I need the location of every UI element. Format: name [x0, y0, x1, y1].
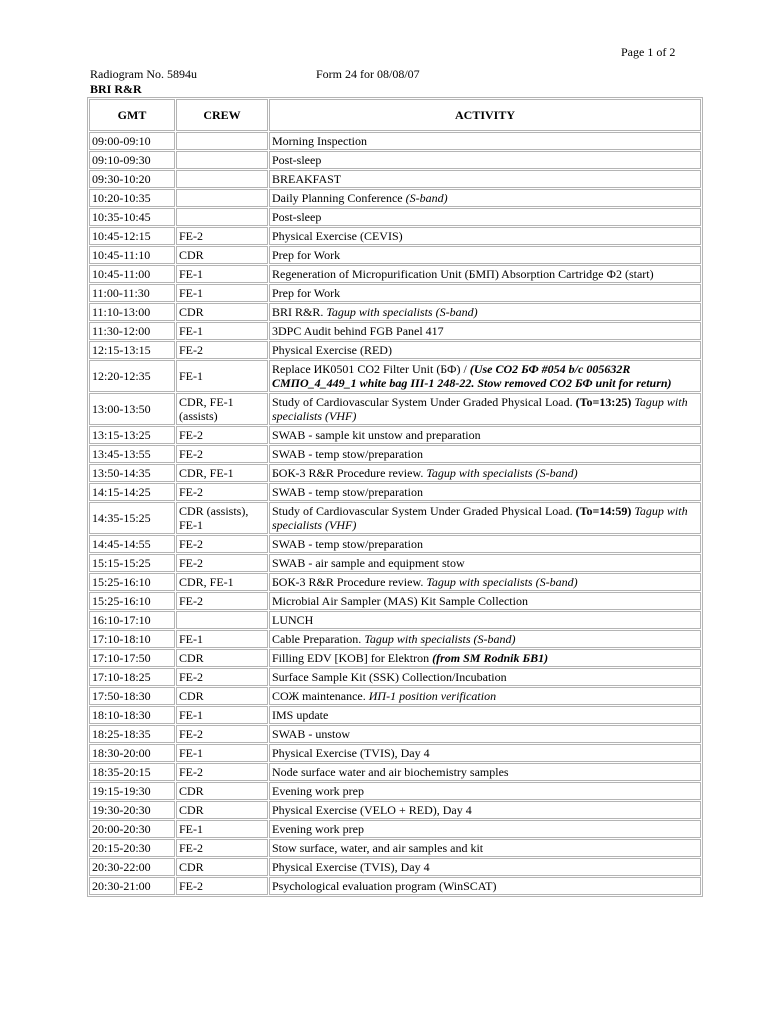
activity-text: Prep for Work: [272, 248, 341, 262]
activity-text: Psychological evaluation program (WinSCAT): [272, 879, 497, 893]
activity-text: SWAB - sample kit unstow and preparation: [272, 428, 481, 442]
gmt-cell: 15:25-16:10: [89, 573, 175, 591]
activity-cell: [269, 322, 701, 340]
table-row: [89, 535, 701, 553]
gmt-cell: 17:10-18:10: [89, 630, 175, 648]
table-row: [89, 782, 701, 800]
activity-text: Morning Inspection: [272, 134, 367, 148]
activity-cell: [269, 782, 701, 800]
activity-text: (S-band): [405, 191, 448, 205]
activity-text: Tagup with specialists (S-band): [326, 305, 478, 319]
form-date: Form 24 for 08/08/07: [316, 67, 420, 81]
radiogram-number: Radiogram No. 5894u: [90, 67, 197, 81]
activity-cell: [269, 426, 701, 444]
activity-cell: [269, 820, 701, 838]
schedule-table: [87, 97, 703, 897]
table-row: [89, 360, 701, 392]
crew-cell: CDR: [176, 687, 268, 705]
activity-text: (Use CO2 БФ #054 b/c 005632R СМПО_4_449_1 white bag III-1 248-22. Stow removed CO2 БФ unit for return): [272, 362, 672, 390]
table-row: [89, 151, 701, 169]
crew-cell: CDR: [176, 649, 268, 667]
gmt-cell: 17:10-18:25: [89, 668, 175, 686]
activity-cell: [269, 877, 701, 895]
gmt-cell: 20:00-20:30: [89, 820, 175, 838]
crew-cell: CDR: [176, 801, 268, 819]
activity-text: Physical Exercise (CEVIS): [272, 229, 403, 243]
gmt-cell: 13:00-13:50: [89, 393, 175, 425]
activity-text: Surface Sample Kit (SSK) Collection/Incubation: [272, 670, 507, 684]
crew-cell: FE-2: [176, 341, 268, 359]
activity-cell: [269, 445, 701, 463]
crew-cell: FE-1: [176, 630, 268, 648]
activity-text: Study of Cardiovascular System Under Graded Physical Load.: [272, 395, 576, 409]
header-crew: CREW: [176, 99, 268, 131]
crew-cell: CDR: [176, 246, 268, 264]
activity-cell: [269, 668, 701, 686]
gmt-cell: 14:45-14:55: [89, 535, 175, 553]
crew-cell: FE-1: [176, 360, 268, 392]
table-row: [89, 322, 701, 340]
table-row: [89, 820, 701, 838]
crew-cell: FE-2: [176, 483, 268, 501]
table-row: [89, 839, 701, 857]
table-row: [89, 393, 701, 425]
crew-cell: [176, 189, 268, 207]
activity-text: Evening work prep: [272, 784, 364, 798]
activity-cell: [269, 151, 701, 169]
activity-cell: [269, 858, 701, 876]
gmt-cell: 13:15-13:25: [89, 426, 175, 444]
activity-text: SWAB - unstow: [272, 727, 351, 741]
page-number: Page 1 of 2: [621, 45, 676, 59]
crew-cell: FE-2: [176, 445, 268, 463]
crew-cell: [176, 170, 268, 188]
crew-cell: FE-2: [176, 554, 268, 572]
activity-cell: [269, 227, 701, 245]
gmt-cell: 14:15-14:25: [89, 483, 175, 501]
activity-text: IMS update: [272, 708, 329, 722]
activity-text: 3DPC Audit behind FGB Panel 417: [272, 324, 444, 338]
gmt-cell: 17:50-18:30: [89, 687, 175, 705]
gmt-cell: 11:00-11:30: [89, 284, 175, 302]
activity-text: Tagup with specialists (VHF): [272, 395, 688, 423]
gmt-cell: 19:15-19:30: [89, 782, 175, 800]
gmt-cell: 10:45-11:10: [89, 246, 175, 264]
activity-cell: [269, 464, 701, 482]
activity-cell: [269, 303, 701, 321]
activity-cell: [269, 265, 701, 283]
activity-cell: [269, 393, 701, 425]
table-row: [89, 877, 701, 895]
activity-cell: [269, 573, 701, 591]
activity-cell: [269, 839, 701, 857]
activity-cell: [269, 725, 701, 743]
activity-cell: [269, 341, 701, 359]
table-row: [89, 611, 701, 629]
table-row: [89, 801, 701, 819]
gmt-cell: 20:30-22:00: [89, 858, 175, 876]
crew-cell: FE-2: [176, 668, 268, 686]
header-gmt: GMT: [89, 99, 175, 131]
crew-cell: [176, 611, 268, 629]
crew-cell: CDR (assists), FE-1: [176, 502, 268, 534]
activity-cell: [269, 649, 701, 667]
activity-text: Study of Cardiovascular System Under Graded Physical Load.: [272, 504, 576, 518]
activity-text: SWAB - temp stow/preparation: [272, 537, 423, 551]
table-row: [89, 725, 701, 743]
activity-cell: [269, 687, 701, 705]
gmt-cell: 18:10-18:30: [89, 706, 175, 724]
activity-text: Tagup with specialists (S-band): [364, 632, 516, 646]
crew-cell: FE-1: [176, 322, 268, 340]
activity-text: (To=14:59): [575, 504, 632, 518]
gmt-cell: 16:10-17:10: [89, 611, 175, 629]
table-row: [89, 483, 701, 501]
activity-text: Regeneration of Micropurification Unit (БМП) Absorption Cartridge Ф2 (start): [272, 267, 654, 281]
crew-cell: FE-2: [176, 763, 268, 781]
gmt-cell: 12:20-12:35: [89, 360, 175, 392]
activity-cell: [269, 744, 701, 762]
gmt-cell: 10:35-10:45: [89, 208, 175, 226]
table-row: [89, 706, 701, 724]
table-row: [89, 208, 701, 226]
gmt-cell: 20:30-21:00: [89, 877, 175, 895]
gmt-cell: 17:10-17:50: [89, 649, 175, 667]
activity-cell: [269, 763, 701, 781]
table-row: [89, 858, 701, 876]
gmt-cell: 20:15-20:30: [89, 839, 175, 857]
table-row: [89, 426, 701, 444]
table-row: [89, 649, 701, 667]
activity-text: СОЖ maintenance.: [272, 689, 369, 703]
activity-text: (To=13:25): [575, 395, 632, 409]
table-row: [89, 246, 701, 264]
crew-cell: CDR: [176, 782, 268, 800]
activity-text: Physical Exercise (TVIS), Day 4: [272, 746, 430, 760]
activity-text: ИП-1 position verification: [368, 689, 497, 703]
table-row: [89, 573, 701, 591]
crew-cell: FE-1: [176, 706, 268, 724]
activity-text: Physical Exercise (RED): [272, 343, 392, 357]
activity-text: BRI R&R.: [272, 305, 327, 319]
activity-text: Post-sleep: [272, 210, 322, 224]
activity-text: Tagup with specialists (S-band): [426, 466, 578, 480]
gmt-cell: 11:10-13:00: [89, 303, 175, 321]
activity-cell: [269, 706, 701, 724]
activity-text: BREAKFAST: [272, 172, 342, 186]
table-row: [89, 170, 701, 188]
table-row: [89, 744, 701, 762]
activity-text: Cable Preparation.: [272, 632, 365, 646]
activity-cell: [269, 630, 701, 648]
gmt-cell: 09:10-09:30: [89, 151, 175, 169]
activity-cell: [269, 502, 701, 534]
crew-cell: CDR, FE-1 (assists): [176, 393, 268, 425]
crew-cell: FE-1: [176, 265, 268, 283]
gmt-cell: 18:30-20:00: [89, 744, 175, 762]
activity-text: Stow surface, water, and air samples and kit: [272, 841, 484, 855]
gmt-cell: 15:25-16:10: [89, 592, 175, 610]
activity-text: Filling EDV [KOB] for Elektron: [272, 651, 433, 665]
activity-text: SWAB - temp stow/preparation: [272, 447, 423, 461]
crew-cell: CDR, FE-1: [176, 573, 268, 591]
table-row: [89, 227, 701, 245]
table-row: [89, 464, 701, 482]
crew-cell: CDR, FE-1: [176, 464, 268, 482]
table-row: [89, 132, 701, 150]
table-row: [89, 687, 701, 705]
table-row: [89, 303, 701, 321]
gmt-cell: 13:45-13:55: [89, 445, 175, 463]
activity-text: Node surface water and air biochemistry samples: [272, 765, 509, 779]
table-row: [89, 763, 701, 781]
crew-cell: FE-1: [176, 744, 268, 762]
crew-cell: [176, 151, 268, 169]
table-row: [89, 341, 701, 359]
gmt-cell: 09:30-10:20: [89, 170, 175, 188]
table-row: [89, 630, 701, 648]
activity-text: SWAB - temp stow/preparation: [272, 485, 423, 499]
gmt-cell: 15:15-15:25: [89, 554, 175, 572]
activity-text: Tagup with specialists (S-band): [426, 575, 578, 589]
table-header-row: [89, 99, 701, 131]
crew-cell: FE-2: [176, 535, 268, 553]
crew-cell: FE-2: [176, 877, 268, 895]
table-row: [89, 265, 701, 283]
crew-cell: [176, 132, 268, 150]
gmt-cell: 18:35-20:15: [89, 763, 175, 781]
gmt-cell: 13:50-14:35: [89, 464, 175, 482]
gmt-cell: 14:35-15:25: [89, 502, 175, 534]
activity-text: Tagup with specialists (VHF): [272, 504, 688, 532]
activity-text: Prep for Work: [272, 286, 341, 300]
activity-cell: [269, 483, 701, 501]
document-title: BRI R&R: [90, 82, 142, 96]
crew-cell: FE-2: [176, 839, 268, 857]
header-activity: ACTIVITY: [269, 99, 701, 131]
table-row: [89, 502, 701, 534]
activity-text: Post-sleep: [272, 153, 322, 167]
activity-text: Evening work prep: [272, 822, 364, 836]
activity-cell: [269, 189, 701, 207]
table-row: [89, 668, 701, 686]
crew-cell: FE-2: [176, 227, 268, 245]
activity-cell: [269, 535, 701, 553]
crew-cell: FE-1: [176, 284, 268, 302]
crew-cell: FE-1: [176, 820, 268, 838]
gmt-cell: 10:45-12:15: [89, 227, 175, 245]
crew-cell: [176, 208, 268, 226]
activity-cell: [269, 208, 701, 226]
activity-text: БОК-3 R&R Procedure review.: [272, 466, 427, 480]
gmt-cell: 11:30-12:00: [89, 322, 175, 340]
gmt-cell: 09:00-09:10: [89, 132, 175, 150]
table-row: [89, 592, 701, 610]
crew-cell: FE-2: [176, 725, 268, 743]
activity-text: (from SM Rodnik БВ1): [432, 651, 549, 665]
activity-text: LUNCH: [272, 613, 314, 627]
activity-text: Physical Exercise (TVIS), Day 4: [272, 860, 430, 874]
crew-cell: FE-2: [176, 426, 268, 444]
activity-text: Daily Planning Conference: [272, 191, 406, 205]
gmt-cell: 10:45-11:00: [89, 265, 175, 283]
activity-cell: [269, 554, 701, 572]
activity-text: Replace ИК0501 CO2 Filter Unit (БФ) /: [272, 362, 470, 376]
gmt-cell: 18:25-18:35: [89, 725, 175, 743]
activity-cell: [269, 132, 701, 150]
activity-cell: [269, 170, 701, 188]
table-row: [89, 554, 701, 572]
activity-cell: [269, 360, 701, 392]
activity-text: SWAB - air sample and equipment stow: [272, 556, 465, 570]
activity-cell: [269, 611, 701, 629]
activity-text: Physical Exercise (VELO + RED), Day 4: [272, 803, 472, 817]
activity-text: Microbial Air Sampler (MAS) Kit Sample Collection: [272, 594, 528, 608]
table-row: [89, 284, 701, 302]
activity-cell: [269, 801, 701, 819]
table-row: [89, 445, 701, 463]
crew-cell: CDR: [176, 858, 268, 876]
activity-cell: [269, 246, 701, 264]
crew-cell: FE-2: [176, 592, 268, 610]
table-row: [89, 189, 701, 207]
gmt-cell: 19:30-20:30: [89, 801, 175, 819]
activity-cell: [269, 284, 701, 302]
gmt-cell: 10:20-10:35: [89, 189, 175, 207]
activity-text: БОК-3 R&R Procedure review.: [272, 575, 427, 589]
crew-cell: CDR: [176, 303, 268, 321]
gmt-cell: 12:15-13:15: [89, 341, 175, 359]
activity-cell: [269, 592, 701, 610]
